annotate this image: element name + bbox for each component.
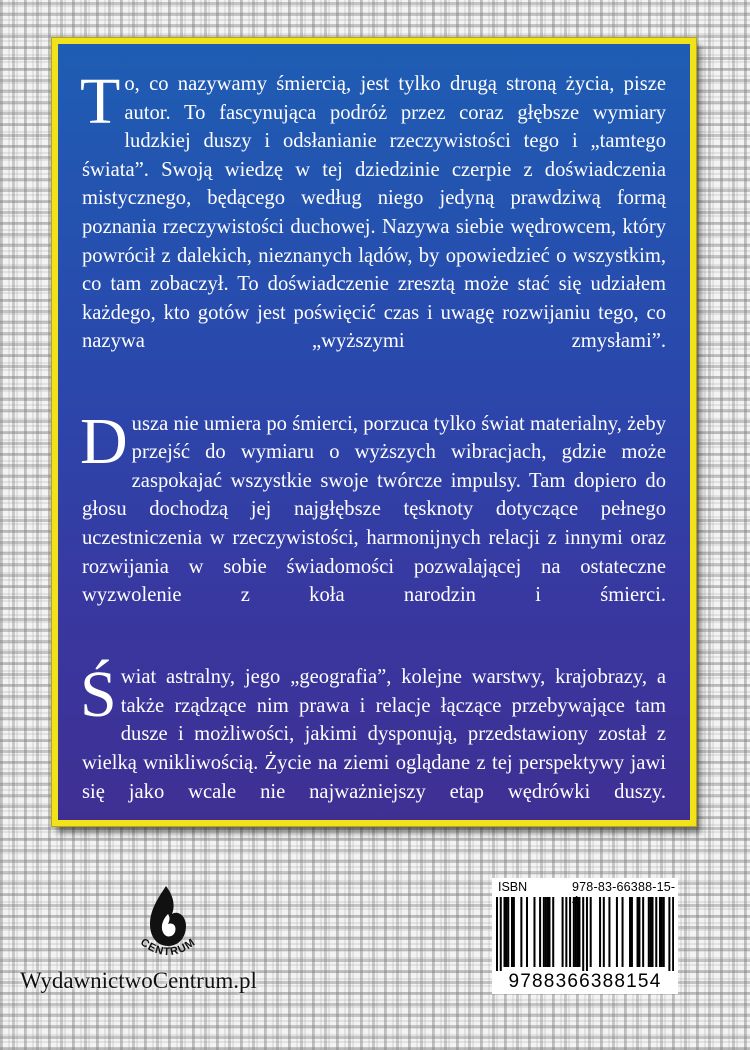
- barcode-bar: [650, 897, 652, 967]
- isbn-barcode: [492, 878, 678, 994]
- barcode-bar: [526, 897, 528, 967]
- isbn-number: 978-83-66388-15-: [572, 880, 676, 894]
- barcode-bar: [603, 897, 605, 967]
- barcode-bar: [629, 897, 631, 967]
- paragraph-text: wiat astralny, jego „geografia”, kolejne warstwy, krajobrazy, a także rządzące nim prawa i relacje łączące przebywające tam dusze i możliwości, jakimi dysponują, przedstawiony został z wielką wnikliwością. Życie na ziemi oglądane z tej perspektywy jawi się jako wcale nie najważniejszy etap wędrówki duszy.: [82, 666, 666, 803]
- barcode-bar: [511, 897, 513, 967]
- flame-drop-logo-icon: [128, 880, 208, 970]
- barcode-bar: [659, 897, 661, 967]
- barcode-bar: [652, 897, 654, 967]
- barcode-bar: [500, 897, 502, 971]
- paragraph-2: [80, 404, 666, 639]
- paragraph-3: [80, 658, 666, 835]
- barcode-bar: [513, 897, 515, 967]
- barcode-bar: [543, 897, 545, 967]
- publisher-logo: [128, 880, 208, 970]
- barcode-bar: [582, 897, 584, 971]
- drop-cap: T: [80, 65, 121, 138]
- barcode-digits: 9788366388154: [508, 971, 662, 992]
- paragraph-text: o, co nazywamy śmiercią, jest tylko drugą stroną życia, pisze autor. To fascynująca podróż przez coraz głębsze wymiary ludzkiej duszy i odsłanianie rzeczywistości tego i „tamtego świata”. Swoją wiedzę w tej dziedzinie czerpie z doświadczenia mistycznego, będącego według niego jedyną prawdziwą formą poznania rzeczywistości duchowej. Nazywa siebie wędrowcem, który powrócił z dalekich, nieznanych lądów, by opowiedzieć o wszystkim, co tam zobaczył. To doświadczenie zresztą może stać się udziałem każdego, kto gotów jest poświęcić czas i uwagę rozwijaniu tego, co nazywa „wyższymi zmysłami”.: [82, 73, 666, 353]
- barcode-bar: [631, 897, 633, 967]
- barcode-bar: [577, 897, 579, 967]
- drop-cap: Ś: [80, 658, 117, 732]
- barcode-bars: [496, 897, 674, 971]
- barcode-bar: [655, 897, 657, 967]
- barcode-bar: [622, 897, 624, 967]
- barcode-bar: [507, 897, 509, 967]
- barcode-bar: [533, 897, 535, 967]
- logo-text: CENTRUM: [138, 936, 198, 959]
- barcode-bar: [616, 897, 618, 967]
- barcode-bar: [545, 897, 547, 967]
- barcode-bar: [496, 897, 498, 971]
- barcode-bar: [586, 897, 588, 971]
- barcode-bar: [638, 897, 640, 967]
- barcode-bar: [663, 897, 665, 967]
- barcode-bar: [642, 897, 644, 967]
- barcode-bar: [672, 897, 674, 971]
- isbn-label: ISBN: [498, 880, 528, 894]
- drop-cap: D: [80, 404, 128, 478]
- barcode-bar: [505, 897, 507, 967]
- barcode-bar: [590, 897, 592, 967]
- barcode-bar: [503, 897, 505, 967]
- barcode-bar: [569, 897, 571, 967]
- paragraph-1: [80, 65, 666, 385]
- barcode-bar: [520, 897, 522, 967]
- paragraph-text: usza nie umiera po śmierci, porzuca tylko świat materialny, żeby przejść do wymiaru o wyższych wibracjach, gdzie może zaspokajać wszystkie swoje twórcze impulsy. Tam dopiero do głosu dochodzą jej najgłębsze tęsknoty dotyczące pełnego uczestniczenia w rzeczywistości, harmonijnych relacji z innymi oraz rozwijania w sobie świadomości pozwalającej na ostateczne wyzwolenie z koła narodzin i śmierci.: [82, 412, 666, 607]
- isbn-row: [492, 878, 678, 896]
- barcode-bar: [637, 897, 639, 967]
- barcode-bar: [608, 897, 610, 967]
- barcode-bar: [539, 897, 541, 967]
- barcode-bar: [578, 897, 580, 967]
- barcode-bar: [552, 897, 554, 967]
- barcode-bar: [562, 897, 564, 967]
- description-text: [80, 65, 666, 860]
- description-panel: [52, 38, 696, 826]
- barcode-bar: [648, 897, 650, 967]
- barcode-bar: [565, 897, 567, 967]
- barcode-bar: [575, 897, 577, 967]
- barcode-bar: [599, 897, 601, 967]
- barcode-bar: [668, 897, 670, 971]
- barcode-bar: [661, 897, 663, 967]
- barcode-bar: [548, 897, 550, 967]
- publisher-url: WydawnictwoCentrum.pl: [20, 968, 257, 993]
- barcode-bar: [547, 897, 549, 967]
- barcode-bar: [573, 897, 575, 967]
